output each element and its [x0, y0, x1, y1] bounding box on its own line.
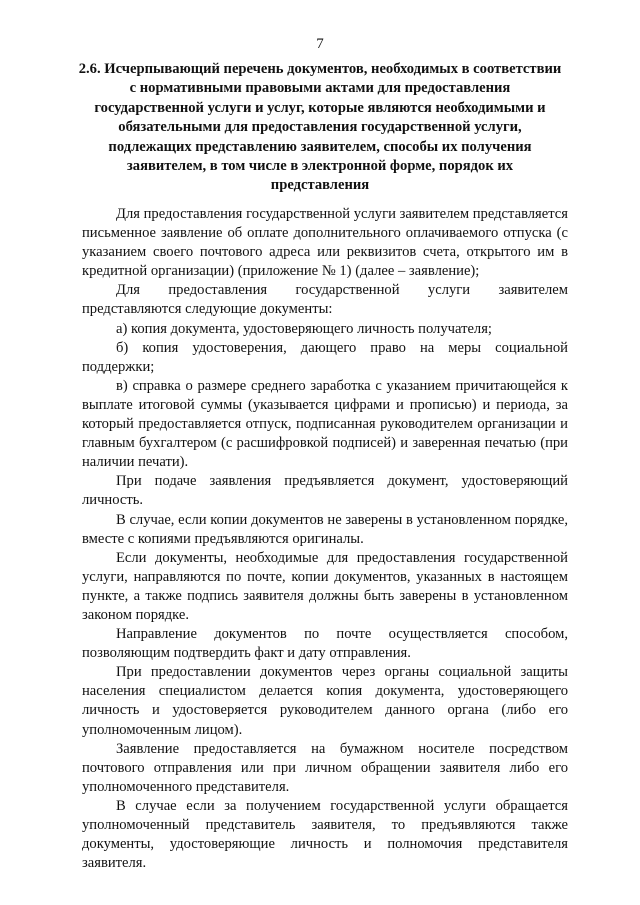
paragraph-identity: При подаче заявления предъявляется документ, удостоверяющий личность.: [82, 473, 568, 509]
paragraph-postal-method: Направление документов по почте осуществляется способом, позволяющим подтвердить факт и дату отправления.: [82, 626, 568, 662]
page-number: 7: [316, 36, 324, 52]
paragraph-item-a: а) копия документа, удостоверяющего личность получателя;: [116, 320, 492, 337]
paragraph-originals: В случае, если копии документов не заверены в установленном порядке, вместе с копиями предъявляются оригиналы.: [82, 511, 568, 547]
section-heading: 2.6. Исчерпывающий перечень документов, необходимых в соответствии с нормативными правовыми актами для предоставления государственной услуги и услуг, которые являются необходимыми и обязательными для предоставления государственной услуги, подлежащих представлению заявителем, способы их получения заявителем, в том числе в электронной форме, порядок их представления: [78, 61, 562, 194]
paragraph-postal-certification: Если документы, необходимые для предоставления государственной услуги, направляются по почте, копии документов, указанных в настоящем пункте, а также подпись заявителя должны быть заверены в установленном законом порядке.: [82, 549, 568, 623]
paragraph-item-b: б) копия удостоверения, дающего право на меры социальной поддержки;: [82, 339, 568, 375]
paragraph-social-protection: При предоставлении документов через органы социальной защиты населения специалистом делается копия документа, удостоверяющего личность и удостоверяется руководителем данного органа (либо его уполномоченным лицом).: [82, 664, 568, 738]
paragraph-paper-submission: Заявление предоставляется на бумажном носителе посредством почтового отправления или при личном обращении заявителя либо его уполномоченного представителя.: [82, 740, 568, 795]
paragraph-item-v: в) справка о размере среднего заработка с указанием причитающейся к выплате итоговой суммы (указывается цифрами и прописью) и периода, за который предоставляется отпуск, подписанная руководителем организации и главным бухгалтером (с расшифровкой подписей) и заверенная печатью (при наличии печати).: [82, 377, 568, 471]
paragraph-application: Для предоставления государственной услуги заявителем представляется письменное заявление об оплате дополнительного оплачиваемого отпуска (с указанием своего почтового адреса или реквизитов счета, открытого им в кредитной организации) (приложение № 1) (далее – заявление);: [82, 206, 568, 280]
paragraph-representative: В случае если за получением государственной услуги обращается уполномоченный представитель заявителя, то предъявляются также документы, удостоверяющие личность и полномочия представителя заявителя.: [82, 797, 568, 872]
document-body: [82, 205, 568, 873]
paragraph-documents-intro: Для предоставления государственной услуги заявителем представляются следующие документы:: [82, 282, 568, 318]
